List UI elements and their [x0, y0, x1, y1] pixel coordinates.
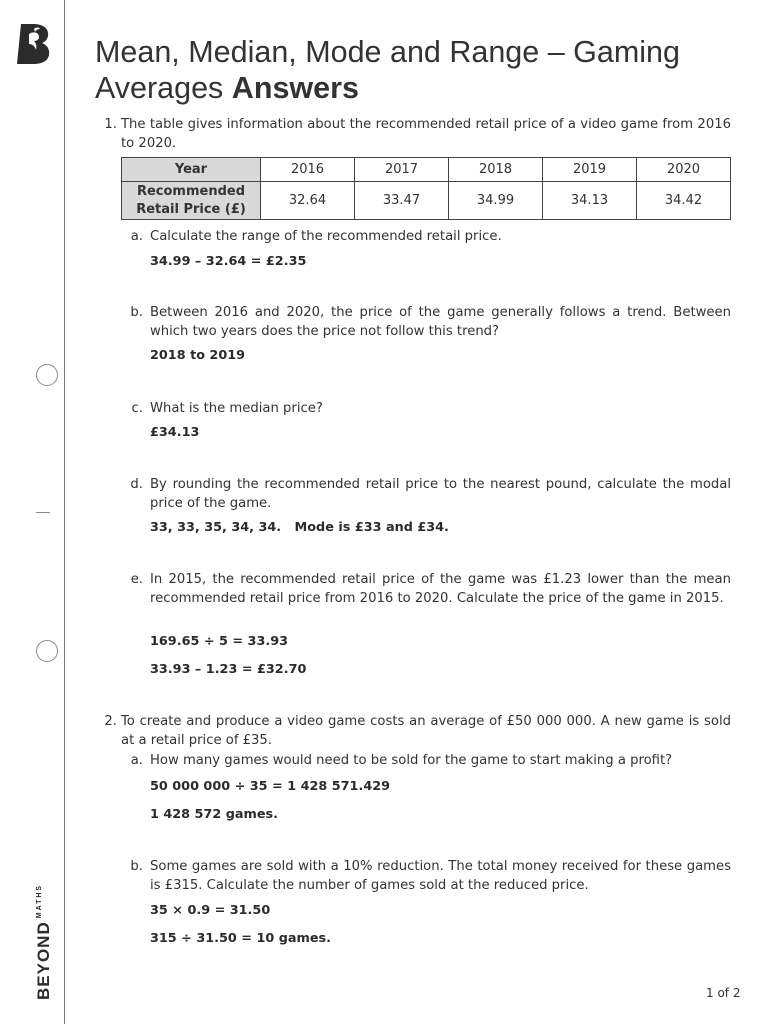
answer: 33.93 – 1.23 = £32.70	[150, 662, 307, 677]
year-cell: 2020	[637, 158, 731, 182]
price-cell: 32.64	[261, 182, 355, 220]
year-cell: 2018	[449, 158, 543, 182]
question-number: 2.	[104, 714, 117, 729]
answer: £34.13	[150, 425, 200, 440]
answer: 50 000 000 ÷ 35 = 1 428 571.429	[150, 779, 391, 794]
price-cell: 34.42	[637, 182, 731, 220]
answer: 169.65 ÷ 5 = 33.93	[150, 634, 289, 649]
year-cell: 2016	[261, 158, 355, 182]
table-row-year	[122, 158, 731, 182]
table-row-price	[122, 182, 731, 220]
part-question: In 2015, the recommended retail price of the game was £1.23 lower than the mean recommended retail price from 2016 to 2020. Calculate the price of the game in 2015.	[150, 572, 731, 606]
page-number: 1 of 2	[706, 986, 741, 1000]
part-label: e.	[130, 572, 143, 587]
answer: 34.99 – 32.64 = £2.35	[150, 254, 307, 269]
part-label: b.	[130, 859, 143, 874]
year-cell: 2017	[355, 158, 449, 182]
part-label: c.	[131, 401, 143, 416]
year-header: Year	[122, 158, 261, 182]
margin-rule	[64, 0, 65, 1024]
part-label: a.	[130, 753, 143, 768]
question-text: To create and produce a video game costs an average of £50 000 000. A new game is sold at a retail price of £35.	[121, 714, 731, 748]
page-title: Mean, Median, Mode and Range – Gaming Averages Answers	[95, 35, 680, 105]
part-label: d.	[130, 477, 143, 492]
answer: 33, 33, 35, 34, 34. Mode is £33 and £34.	[150, 520, 449, 535]
price-cell: 34.13	[543, 182, 637, 220]
part-question: Calculate the range of the recommended retail price.	[150, 229, 502, 244]
part-question: How many games would need to be sold for the game to start making a profit?	[150, 753, 673, 768]
part-question: Between 2016 and 2020, the price of the game generally follows a trend. Between which two years does the price not follow this trend?	[150, 305, 731, 339]
fold-mark	[36, 512, 50, 513]
question-number: 1.	[104, 117, 117, 132]
answer: 315 ÷ 31.50 = 10 games.	[150, 931, 332, 946]
price-table	[121, 157, 731, 220]
year-cell: 2019	[543, 158, 637, 182]
brand-wordmark: $BEYOND^{MATHS}$	[34, 883, 53, 1000]
price-cell: 33.47	[355, 182, 449, 220]
price-cell: 34.99	[449, 182, 543, 220]
question-text: The table gives information about the recommended retail price of a video game from 2016 to 2020.	[121, 117, 731, 151]
answer: 35 × 0.9 = 31.50	[150, 903, 271, 918]
price-header: Recommended Retail Price (£)	[122, 182, 261, 220]
part-question: Some games are sold with a 10% reduction. The total money received for these games is £315. Calculate the number of games sold at the reduced price.	[150, 859, 731, 893]
beyond-logo-icon	[17, 24, 51, 64]
punch-hole-top	[36, 364, 58, 386]
part-question: By rounding the recommended retail price to the nearest pound, calculate the modal price of the game.	[150, 477, 731, 511]
answer: 1 428 572 games.	[150, 807, 278, 822]
answer: 2018 to 2019	[150, 348, 246, 363]
part-question: What is the median price?	[150, 401, 323, 416]
punch-hole-bottom	[36, 640, 58, 662]
part-label: a.	[130, 229, 143, 244]
part-label: b.	[130, 305, 143, 320]
